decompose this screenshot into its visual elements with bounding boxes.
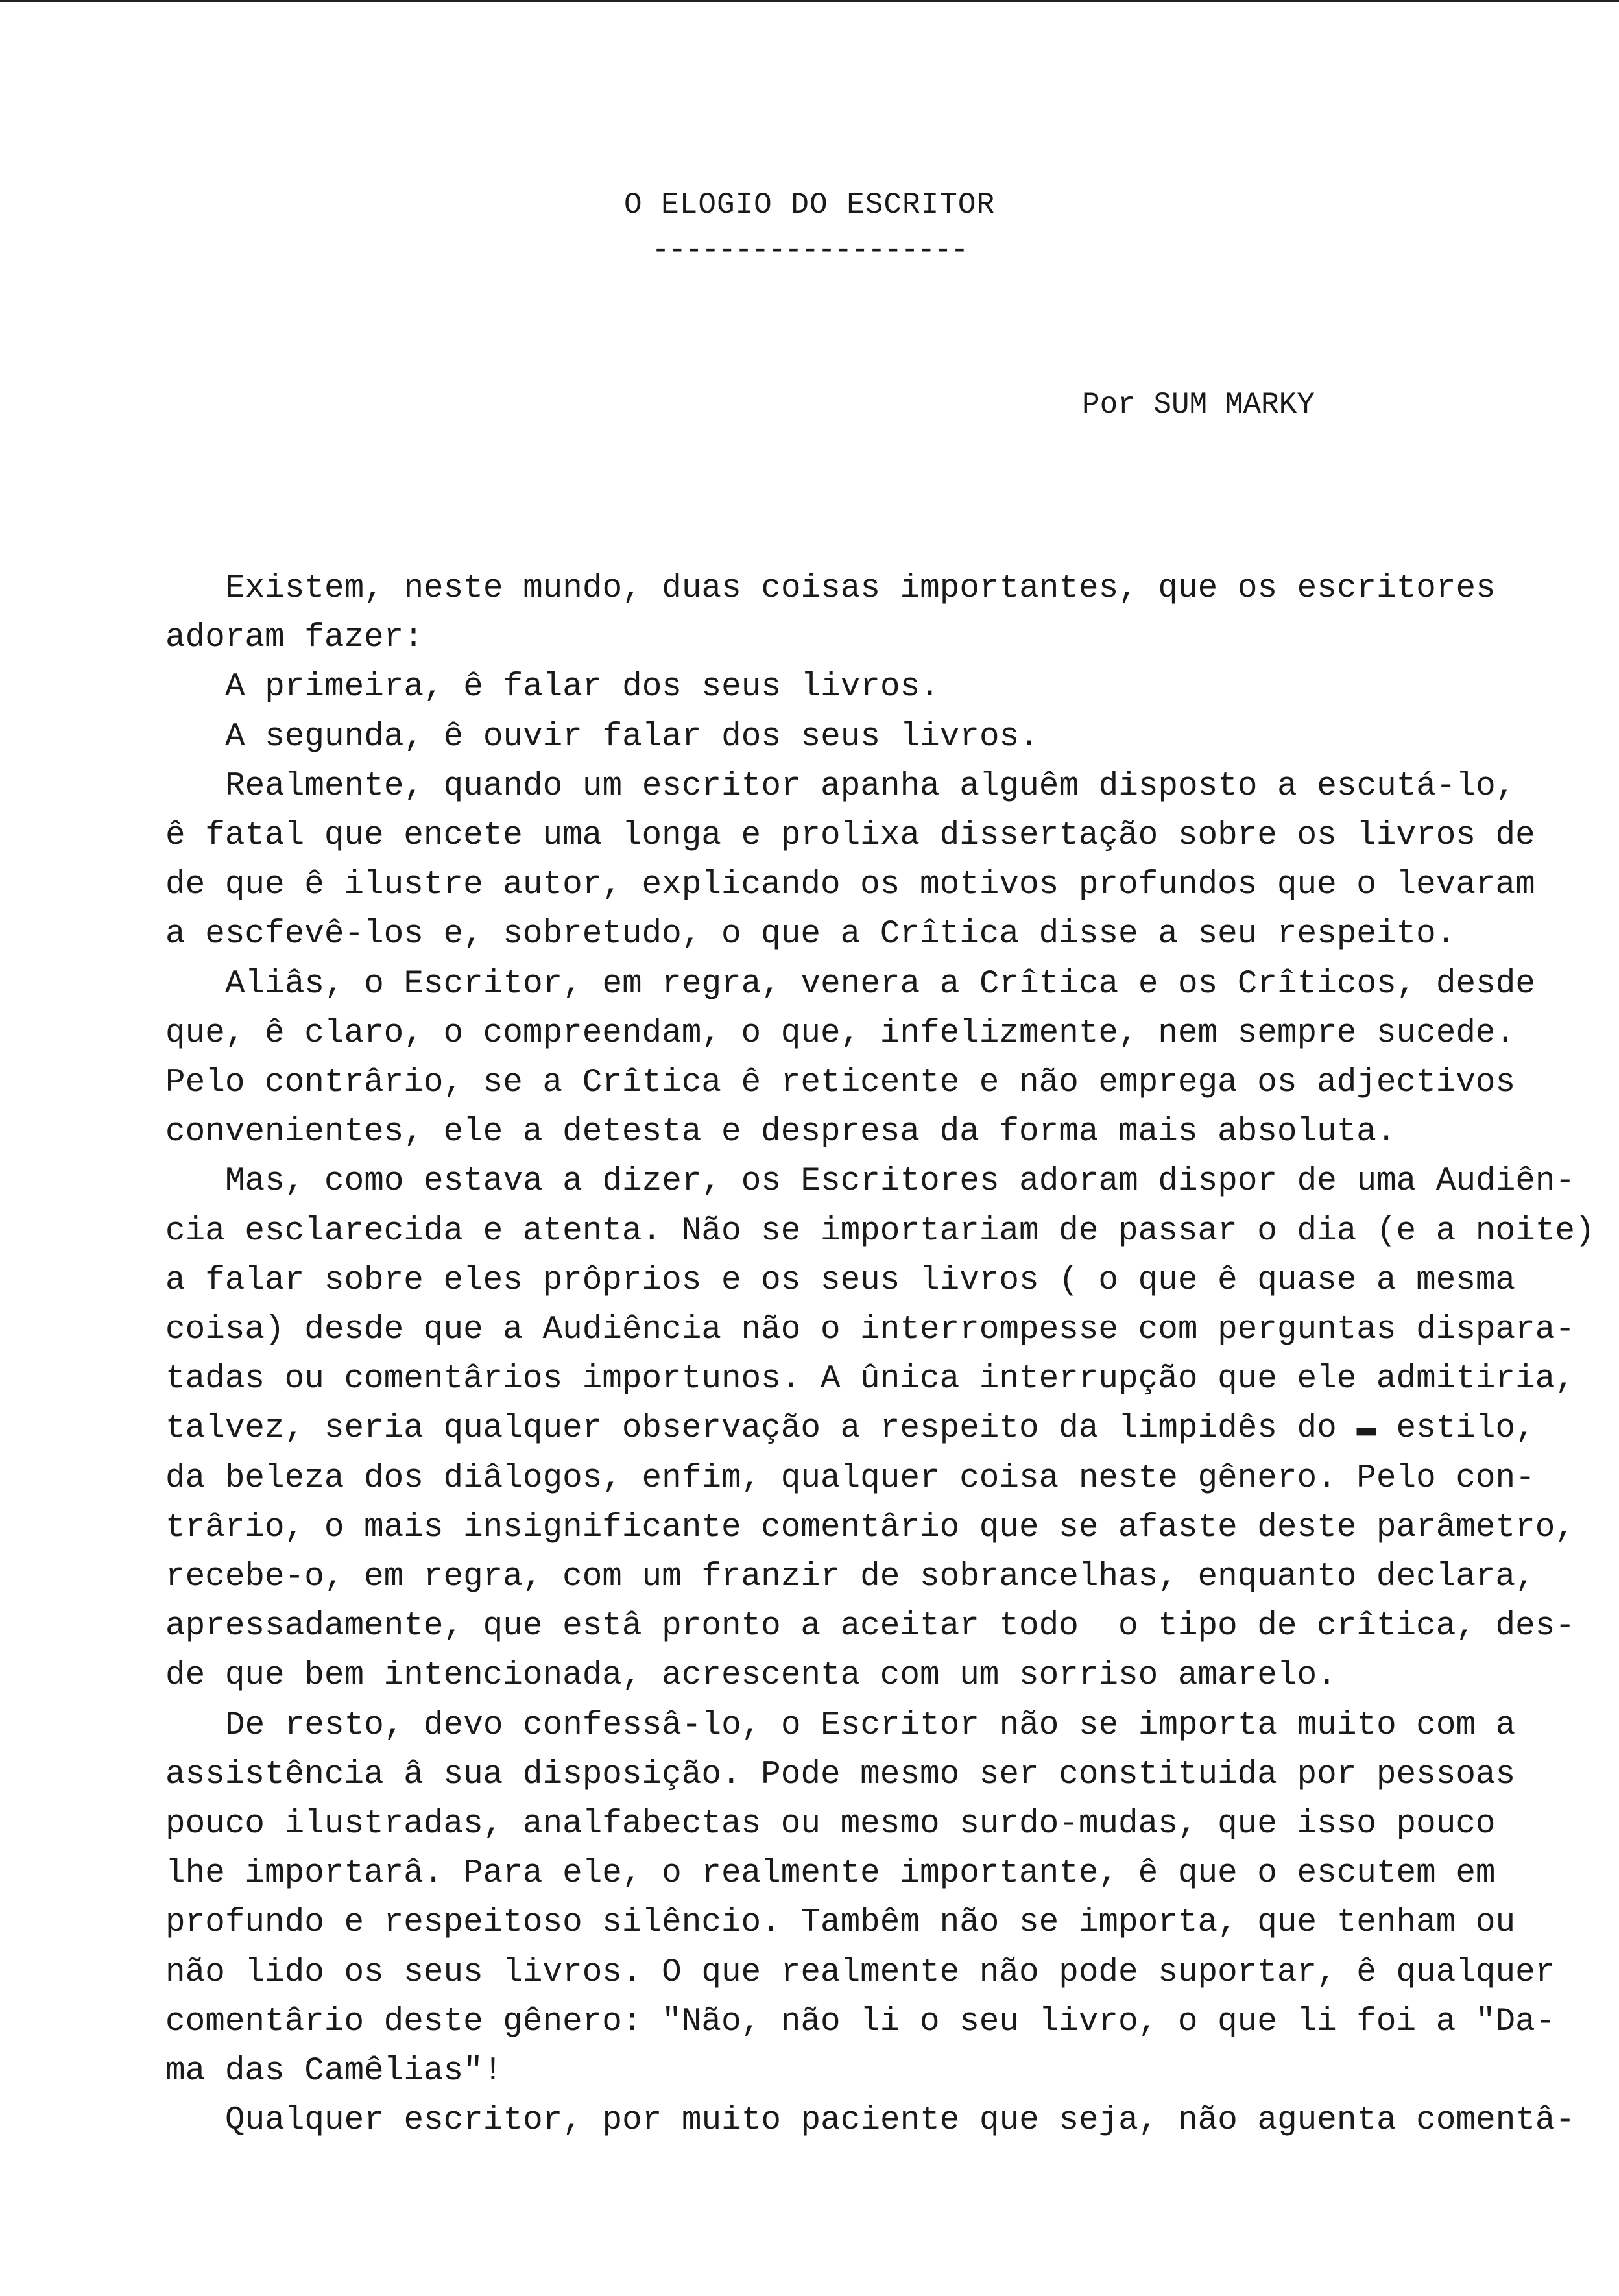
text-line: ê fatal que encete uma longa e prolixa dissertação sobre os livros de	[165, 817, 1535, 855]
text-line: A primeira, ê falar dos seus livros.	[225, 669, 940, 706]
text-line: coisa) desde que a Audiência não o interrompesse com perguntas dispara-	[165, 1311, 1575, 1349]
text-line: profundo e respeitoso silêncio. Tambêm não se importa, que tenham ou	[165, 1904, 1516, 1942]
text-line: Mas, como estava a dizer, os Escritores adoram dispor de uma Audiên-	[225, 1163, 1576, 1201]
text-line: assistência â sua disposição. Pode mesmo ser constituida por pessoas	[165, 1756, 1516, 1793]
text-line: Qualquer escritor, por muito paciente que seja, não aguenta comentâ-	[225, 2102, 1576, 2140]
text-line: a falar sobre eles prôprios e os seus livros ( o que ê quase a mesma	[165, 1262, 1516, 1299]
text-line: Pelo contrârio, se a Crîtica ê reticente e não emprega os adjectivos	[165, 1064, 1516, 1102]
body-text	[165, 564, 1595, 2146]
text-line: a escfevê-los e, sobretudo, o que a Crîtica disse a seu respeito.	[165, 916, 1456, 953]
text-line: não lido os seus livros. O que realmente não pode suportar, ê qualquer	[165, 1954, 1555, 1991]
text-line: adoram fazer:	[165, 619, 424, 657]
text-line: Aliâs, o Escritor, em regra, venera a Crîtica e os Crîticos, desde	[225, 965, 1535, 1003]
text-line: De resto, devo confessâ-lo, o Escritor não se importa muito com a	[225, 1706, 1516, 1744]
text-line: de que bem intencionada, acrescenta com um sorriso amarelo.	[165, 1657, 1337, 1695]
document-title: O ELOGIO DO ESCRITOR	[623, 188, 996, 222]
text-line: comentârio deste gênero: "Não, não li o seu livro, o que li foi a "Da-	[165, 2003, 1555, 2040]
text-line: pouco ilustradas, analfabectas ou mesmo surdo-mudas, que isso pouco	[165, 1806, 1496, 1843]
text-line: talvez, seria qualquer observação a respeito da limpidês do ▬ estilo,	[165, 1410, 1535, 1448]
text-line: Realmente, quando um escritor apanha alguêm disposto a escutá-lo,	[225, 767, 1516, 805]
text-line: tadas ou comentârios importunos. A ûnica interrupção que ele admitiria,	[165, 1361, 1575, 1398]
text-line: que, ê claro, o compreendam, o que, infelizmente, nem sempre sucede.	[165, 1014, 1516, 1052]
scan-edge-line	[0, 0, 1619, 2]
text-line: Existem, neste mundo, duas coisas importantes, que os escritores	[225, 570, 1496, 607]
text-line: apressadamente, que estâ pronto a aceitar todo o tipo de crîtica, des-	[165, 1608, 1575, 1645]
title-underline: -------------------	[651, 233, 968, 267]
text-line: da beleza dos diâlogos, enfim, qualquer coisa neste gênero. Pelo con-	[165, 1459, 1535, 1497]
text-line: convenientes, ele a detesta e despresa da forma mais absoluta.	[165, 1114, 1397, 1151]
text-line: ma das Camêlias"!	[165, 2053, 503, 2090]
text-line: trârio, o mais insignificante comentârio que se afaste deste parâmetro,	[165, 1509, 1575, 1546]
text-line: lhe importarâ. Para ele, o realmente importante, ê que o escutem em	[165, 1855, 1496, 1893]
text-line: de que ê ilustre autor, explicando os motivos profundos que o levaram	[165, 867, 1535, 904]
text-line: cia esclarecida e atenta. Não se importariam de passar o dia (e a noite)	[165, 1212, 1595, 1250]
author-byline: Por SUM MARKY	[1082, 388, 1315, 422]
text-line: recebe-o, em regra, com um franzir de sobrancelhas, enquanto declara,	[165, 1559, 1535, 1596]
text-line: A segunda, ê ouvir falar dos seus livros.	[225, 718, 1039, 756]
